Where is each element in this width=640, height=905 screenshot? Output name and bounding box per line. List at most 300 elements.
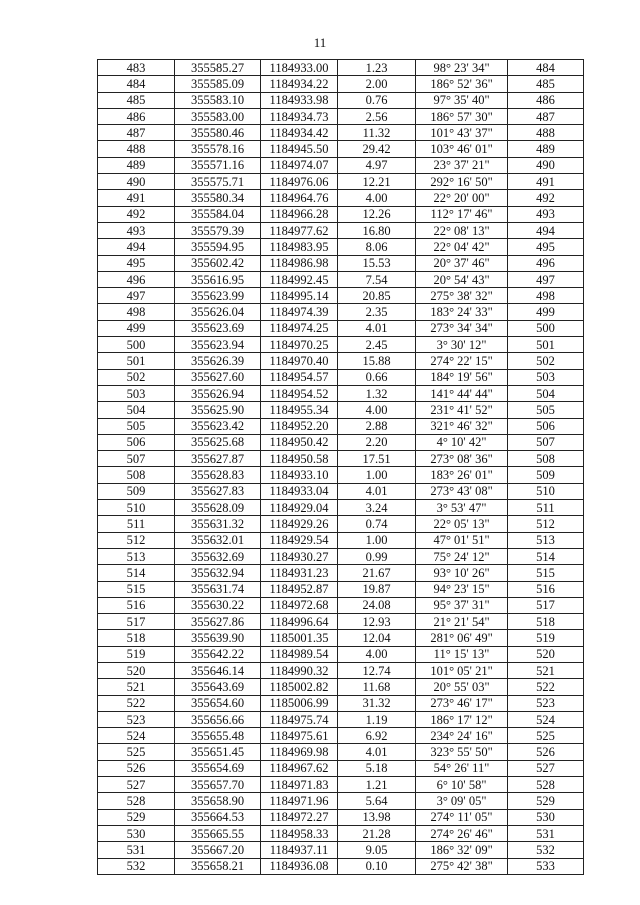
distance-cell: 4.97 <box>338 157 416 173</box>
table-row <box>98 695 584 711</box>
from-point-cell: 503 <box>98 385 175 401</box>
x-coordinate-cell: 355646.14 <box>175 662 261 678</box>
table-row <box>98 92 584 108</box>
bearing-cell: 234° 24' 16" <box>416 728 508 744</box>
from-point-cell: 493 <box>98 222 175 238</box>
to-point-cell: 524 <box>508 711 584 727</box>
from-point-cell: 525 <box>98 744 175 760</box>
from-point-cell: 487 <box>98 125 175 141</box>
distance-cell: 3.24 <box>338 500 416 516</box>
bearing-cell: 22° 05' 13" <box>416 516 508 532</box>
x-coordinate-cell: 355643.69 <box>175 679 261 695</box>
x-coordinate-cell: 355664.53 <box>175 809 261 825</box>
to-point-cell: 502 <box>508 353 584 369</box>
table-row <box>98 548 584 564</box>
bearing-cell: 20° 54' 43" <box>416 271 508 287</box>
bearing-cell: 186° 17' 12" <box>416 711 508 727</box>
x-coordinate-cell: 355578.16 <box>175 141 261 157</box>
y-coordinate-cell: 1184983.95 <box>261 239 338 255</box>
x-coordinate-cell: 355655.48 <box>175 728 261 744</box>
y-coordinate-cell: 1184992.45 <box>261 271 338 287</box>
y-coordinate-cell: 1184929.54 <box>261 532 338 548</box>
to-point-cell: 486 <box>508 92 584 108</box>
bearing-cell: 183° 24' 33" <box>416 304 508 320</box>
to-point-cell: 503 <box>508 369 584 385</box>
table-row <box>98 516 584 532</box>
y-coordinate-cell: 1184967.62 <box>261 760 338 776</box>
from-point-cell: 504 <box>98 402 175 418</box>
bearing-cell: 321° 46' 32" <box>416 418 508 434</box>
y-coordinate-cell: 1184974.39 <box>261 304 338 320</box>
bearing-cell: 274° 26' 46" <box>416 825 508 841</box>
bearing-cell: 94° 23' 15" <box>416 581 508 597</box>
table-row <box>98 337 584 353</box>
from-point-cell: 501 <box>98 353 175 369</box>
table-row <box>98 239 584 255</box>
to-point-cell: 529 <box>508 793 584 809</box>
bearing-cell: 141° 44' 44" <box>416 385 508 401</box>
table-row <box>98 206 584 222</box>
distance-cell: 8.06 <box>338 239 416 255</box>
y-coordinate-cell: 1185001.35 <box>261 630 338 646</box>
table-row <box>98 467 584 483</box>
table-row <box>98 157 584 173</box>
from-point-cell: 484 <box>98 76 175 92</box>
x-coordinate-cell: 355632.94 <box>175 565 261 581</box>
distance-cell: 11.32 <box>338 125 416 141</box>
bearing-cell: 20° 55' 03" <box>416 679 508 695</box>
from-point-cell: 524 <box>98 728 175 744</box>
table-row <box>98 76 584 92</box>
x-coordinate-cell: 355654.60 <box>175 695 261 711</box>
to-point-cell: 531 <box>508 825 584 841</box>
distance-cell: 5.64 <box>338 793 416 809</box>
from-point-cell: 491 <box>98 190 175 206</box>
bearing-cell: 183° 26' 01" <box>416 467 508 483</box>
y-coordinate-cell: 1185002.82 <box>261 679 338 695</box>
distance-cell: 11.68 <box>338 679 416 695</box>
table-row <box>98 304 584 320</box>
bearing-cell: 273° 43' 08" <box>416 483 508 499</box>
bearing-cell: 3° 30' 12" <box>416 337 508 353</box>
table-row <box>98 630 584 646</box>
y-coordinate-cell: 1184966.28 <box>261 206 338 222</box>
table-row <box>98 842 584 858</box>
y-coordinate-cell: 1184931.23 <box>261 565 338 581</box>
from-point-cell: 497 <box>98 288 175 304</box>
distance-cell: 0.10 <box>338 858 416 874</box>
bearing-cell: 98° 23' 34" <box>416 60 508 76</box>
to-point-cell: 484 <box>508 60 584 76</box>
distance-cell: 1.21 <box>338 777 416 793</box>
from-point-cell: 511 <box>98 516 175 532</box>
distance-cell: 2.45 <box>338 337 416 353</box>
page-number: 11 <box>313 35 327 50</box>
to-point-cell: 496 <box>508 255 584 271</box>
y-coordinate-cell: 1184969.98 <box>261 744 338 760</box>
to-point-cell: 491 <box>508 174 584 190</box>
bearing-cell: 95° 37' 31" <box>416 597 508 613</box>
from-point-cell: 520 <box>98 662 175 678</box>
distance-cell: 16.80 <box>338 222 416 238</box>
x-coordinate-cell: 355654.69 <box>175 760 261 776</box>
bearing-cell: 6° 10' 58" <box>416 777 508 793</box>
distance-cell: 0.99 <box>338 548 416 564</box>
from-point-cell: 526 <box>98 760 175 776</box>
distance-cell: 15.88 <box>338 353 416 369</box>
y-coordinate-cell: 1184933.00 <box>261 60 338 76</box>
table-row <box>98 646 584 662</box>
table-row <box>98 222 584 238</box>
distance-cell: 20.85 <box>338 288 416 304</box>
table-row <box>98 369 584 385</box>
table-row <box>98 711 584 727</box>
distance-cell: 24.08 <box>338 597 416 613</box>
distance-cell: 1.00 <box>338 467 416 483</box>
distance-cell: 4.01 <box>338 483 416 499</box>
x-coordinate-cell: 355667.20 <box>175 842 261 858</box>
x-coordinate-cell: 355658.21 <box>175 858 261 874</box>
table-row <box>98 418 584 434</box>
y-coordinate-cell: 1184934.42 <box>261 125 338 141</box>
from-point-cell: 532 <box>98 858 175 874</box>
from-point-cell: 483 <box>98 60 175 76</box>
distance-cell: 15.53 <box>338 255 416 271</box>
to-point-cell: 492 <box>508 190 584 206</box>
x-coordinate-cell: 355625.90 <box>175 402 261 418</box>
y-coordinate-cell: 1184933.98 <box>261 92 338 108</box>
x-coordinate-cell: 355585.09 <box>175 76 261 92</box>
from-point-cell: 495 <box>98 255 175 271</box>
table-row <box>98 532 584 548</box>
y-coordinate-cell: 1184970.25 <box>261 337 338 353</box>
y-coordinate-cell: 1184972.27 <box>261 809 338 825</box>
x-coordinate-cell: 355631.32 <box>175 516 261 532</box>
to-point-cell: 487 <box>508 108 584 124</box>
distance-cell: 0.76 <box>338 92 416 108</box>
bearing-cell: 274° 11' 05" <box>416 809 508 825</box>
distance-cell: 12.21 <box>338 174 416 190</box>
distance-cell: 2.20 <box>338 434 416 450</box>
y-coordinate-cell: 1184950.58 <box>261 451 338 467</box>
y-coordinate-cell: 1184972.68 <box>261 597 338 613</box>
distance-cell: 0.74 <box>338 516 416 532</box>
distance-cell: 12.93 <box>338 614 416 630</box>
x-coordinate-cell: 355584.04 <box>175 206 261 222</box>
bearing-cell: 21° 21' 54" <box>416 614 508 630</box>
y-coordinate-cell: 1184936.08 <box>261 858 338 874</box>
from-point-cell: 492 <box>98 206 175 222</box>
to-point-cell: 507 <box>508 434 584 450</box>
distance-cell: 1.00 <box>338 532 416 548</box>
bearing-cell: 22° 20' 00" <box>416 190 508 206</box>
table-row <box>98 174 584 190</box>
to-point-cell: 525 <box>508 728 584 744</box>
table-row <box>98 777 584 793</box>
from-point-cell: 494 <box>98 239 175 255</box>
to-point-cell: 509 <box>508 467 584 483</box>
to-point-cell: 526 <box>508 744 584 760</box>
bearing-cell: 75° 24' 12" <box>416 548 508 564</box>
bearing-cell: 281° 06' 49" <box>416 630 508 646</box>
to-point-cell: 530 <box>508 809 584 825</box>
y-coordinate-cell: 1184934.22 <box>261 76 338 92</box>
distance-cell: 1.19 <box>338 711 416 727</box>
from-point-cell: 516 <box>98 597 175 613</box>
bearing-cell: 22° 04' 42" <box>416 239 508 255</box>
to-point-cell: 517 <box>508 597 584 613</box>
x-coordinate-cell: 355583.10 <box>175 92 261 108</box>
table-row <box>98 581 584 597</box>
bearing-cell: 4° 10' 42" <box>416 434 508 450</box>
to-point-cell: 527 <box>508 760 584 776</box>
x-coordinate-cell: 355628.09 <box>175 500 261 516</box>
to-point-cell: 501 <box>508 337 584 353</box>
bearing-cell: 20° 37' 46" <box>416 255 508 271</box>
distance-cell: 1.23 <box>338 60 416 76</box>
x-coordinate-cell: 355575.71 <box>175 174 261 190</box>
bearing-cell: 273° 08' 36" <box>416 451 508 467</box>
y-coordinate-cell: 1184986.98 <box>261 255 338 271</box>
x-coordinate-cell: 355616.95 <box>175 271 261 287</box>
from-point-cell: 485 <box>98 92 175 108</box>
from-point-cell: 517 <box>98 614 175 630</box>
to-point-cell: 518 <box>508 614 584 630</box>
y-coordinate-cell: 1184974.25 <box>261 320 338 336</box>
bearing-cell: 112° 17' 46" <box>416 206 508 222</box>
bearing-cell: 273° 46' 17" <box>416 695 508 711</box>
from-point-cell: 486 <box>98 108 175 124</box>
distance-cell: 4.00 <box>338 190 416 206</box>
table-row <box>98 614 584 630</box>
table-row <box>98 434 584 450</box>
x-coordinate-cell: 355623.99 <box>175 288 261 304</box>
to-point-cell: 519 <box>508 630 584 646</box>
y-coordinate-cell: 1184971.96 <box>261 793 338 809</box>
x-coordinate-cell: 355594.95 <box>175 239 261 255</box>
bearing-cell: 186° 52' 36" <box>416 76 508 92</box>
to-point-cell: 485 <box>508 76 584 92</box>
from-point-cell: 522 <box>98 695 175 711</box>
table-row <box>98 825 584 841</box>
bearing-cell: 23° 37' 21" <box>416 157 508 173</box>
table-row <box>98 60 584 76</box>
bearing-cell: 273° 34' 34" <box>416 320 508 336</box>
from-point-cell: 490 <box>98 174 175 190</box>
x-coordinate-cell: 355623.94 <box>175 337 261 353</box>
x-coordinate-cell: 355632.69 <box>175 548 261 564</box>
from-point-cell: 489 <box>98 157 175 173</box>
y-coordinate-cell: 1184933.10 <box>261 467 338 483</box>
to-point-cell: 528 <box>508 777 584 793</box>
coordinates-table <box>97 59 584 875</box>
distance-cell: 21.67 <box>338 565 416 581</box>
to-point-cell: 515 <box>508 565 584 581</box>
to-point-cell: 489 <box>508 141 584 157</box>
distance-cell: 5.18 <box>338 760 416 776</box>
bearing-cell: 3° 53' 47" <box>416 500 508 516</box>
distance-cell: 0.66 <box>338 369 416 385</box>
y-coordinate-cell: 1185006.99 <box>261 695 338 711</box>
from-point-cell: 507 <box>98 451 175 467</box>
to-point-cell: 512 <box>508 516 584 532</box>
x-coordinate-cell: 355627.83 <box>175 483 261 499</box>
x-coordinate-cell: 355642.22 <box>175 646 261 662</box>
to-point-cell: 490 <box>508 157 584 173</box>
distance-cell: 13.98 <box>338 809 416 825</box>
distance-cell: 19.87 <box>338 581 416 597</box>
x-coordinate-cell: 355628.83 <box>175 467 261 483</box>
bearing-cell: 101° 05' 21" <box>416 662 508 678</box>
table-row <box>98 320 584 336</box>
to-point-cell: 505 <box>508 402 584 418</box>
bearing-cell: 184° 19' 56" <box>416 369 508 385</box>
bearing-cell: 3° 09' 05" <box>416 793 508 809</box>
table-row <box>98 190 584 206</box>
table-row <box>98 662 584 678</box>
to-point-cell: 488 <box>508 125 584 141</box>
x-coordinate-cell: 355627.60 <box>175 369 261 385</box>
from-point-cell: 514 <box>98 565 175 581</box>
distance-cell: 21.28 <box>338 825 416 841</box>
distance-cell: 1.32 <box>338 385 416 401</box>
bearing-cell: 186° 57' 30" <box>416 108 508 124</box>
x-coordinate-cell: 355651.45 <box>175 744 261 760</box>
distance-cell: 9.05 <box>338 842 416 858</box>
to-point-cell: 513 <box>508 532 584 548</box>
table-row <box>98 108 584 124</box>
to-point-cell: 533 <box>508 858 584 874</box>
x-coordinate-cell: 355623.69 <box>175 320 261 336</box>
to-point-cell: 497 <box>508 271 584 287</box>
bearing-cell: 323° 55' 50" <box>416 744 508 760</box>
from-point-cell: 512 <box>98 532 175 548</box>
bearing-cell: 186° 32' 09" <box>416 842 508 858</box>
y-coordinate-cell: 1184929.04 <box>261 500 338 516</box>
table-row <box>98 597 584 613</box>
y-coordinate-cell: 1184971.83 <box>261 777 338 793</box>
from-point-cell: 515 <box>98 581 175 597</box>
table-row <box>98 858 584 874</box>
to-point-cell: 494 <box>508 222 584 238</box>
distance-cell: 4.00 <box>338 402 416 418</box>
y-coordinate-cell: 1184996.64 <box>261 614 338 630</box>
table-row <box>98 402 584 418</box>
y-coordinate-cell: 1184945.50 <box>261 141 338 157</box>
to-point-cell: 498 <box>508 288 584 304</box>
distance-cell: 2.56 <box>338 108 416 124</box>
x-coordinate-cell: 355626.39 <box>175 353 261 369</box>
x-coordinate-cell: 355623.42 <box>175 418 261 434</box>
x-coordinate-cell: 355625.68 <box>175 434 261 450</box>
y-coordinate-cell: 1184954.57 <box>261 369 338 385</box>
table-row <box>98 385 584 401</box>
to-point-cell: 514 <box>508 548 584 564</box>
distance-cell: 12.04 <box>338 630 416 646</box>
distance-cell: 2.88 <box>338 418 416 434</box>
table-row <box>98 793 584 809</box>
bearing-cell: 275° 38' 32" <box>416 288 508 304</box>
from-point-cell: 499 <box>98 320 175 336</box>
x-coordinate-cell: 355631.74 <box>175 581 261 597</box>
to-point-cell: 504 <box>508 385 584 401</box>
bearing-cell: 11° 15' 13" <box>416 646 508 662</box>
distance-cell: 7.54 <box>338 271 416 287</box>
coordinates-table-body <box>98 60 584 875</box>
x-coordinate-cell: 355632.01 <box>175 532 261 548</box>
table-row <box>98 565 584 581</box>
from-point-cell: 496 <box>98 271 175 287</box>
distance-cell: 6.92 <box>338 728 416 744</box>
table-row <box>98 483 584 499</box>
from-point-cell: 531 <box>98 842 175 858</box>
table-row <box>98 271 584 287</box>
distance-cell: 2.00 <box>338 76 416 92</box>
to-point-cell: 520 <box>508 646 584 662</box>
from-point-cell: 528 <box>98 793 175 809</box>
y-coordinate-cell: 1184964.76 <box>261 190 338 206</box>
to-point-cell: 521 <box>508 662 584 678</box>
distance-cell: 4.01 <box>338 744 416 760</box>
y-coordinate-cell: 1184990.32 <box>261 662 338 678</box>
x-coordinate-cell: 355627.87 <box>175 451 261 467</box>
table-row <box>98 141 584 157</box>
from-point-cell: 530 <box>98 825 175 841</box>
from-point-cell: 488 <box>98 141 175 157</box>
bearing-cell: 274° 22' 15" <box>416 353 508 369</box>
to-point-cell: 511 <box>508 500 584 516</box>
y-coordinate-cell: 1184950.42 <box>261 434 338 450</box>
table-row <box>98 728 584 744</box>
from-point-cell: 500 <box>98 337 175 353</box>
from-point-cell: 529 <box>98 809 175 825</box>
x-coordinate-cell: 355627.86 <box>175 614 261 630</box>
bearing-cell: 54° 26' 11" <box>416 760 508 776</box>
y-coordinate-cell: 1184989.54 <box>261 646 338 662</box>
from-point-cell: 513 <box>98 548 175 564</box>
table-row <box>98 744 584 760</box>
to-point-cell: 495 <box>508 239 584 255</box>
table-row <box>98 809 584 825</box>
to-point-cell: 500 <box>508 320 584 336</box>
from-point-cell: 510 <box>98 500 175 516</box>
table-row <box>98 451 584 467</box>
table-row <box>98 125 584 141</box>
x-coordinate-cell: 355639.90 <box>175 630 261 646</box>
to-point-cell: 532 <box>508 842 584 858</box>
to-point-cell: 508 <box>508 451 584 467</box>
distance-cell: 29.42 <box>338 141 416 157</box>
to-point-cell: 499 <box>508 304 584 320</box>
from-point-cell: 502 <box>98 369 175 385</box>
distance-cell: 4.00 <box>338 646 416 662</box>
y-coordinate-cell: 1184970.40 <box>261 353 338 369</box>
table-row <box>98 255 584 271</box>
bearing-cell: 292° 16' 50" <box>416 174 508 190</box>
y-coordinate-cell: 1184995.14 <box>261 288 338 304</box>
table-row <box>98 353 584 369</box>
distance-cell: 4.01 <box>338 320 416 336</box>
distance-cell: 31.32 <box>338 695 416 711</box>
from-point-cell: 498 <box>98 304 175 320</box>
to-point-cell: 523 <box>508 695 584 711</box>
bearing-cell: 93° 10' 26" <box>416 565 508 581</box>
x-coordinate-cell: 355656.66 <box>175 711 261 727</box>
from-point-cell: 509 <box>98 483 175 499</box>
y-coordinate-cell: 1184976.06 <box>261 174 338 190</box>
to-point-cell: 516 <box>508 581 584 597</box>
from-point-cell: 521 <box>98 679 175 695</box>
